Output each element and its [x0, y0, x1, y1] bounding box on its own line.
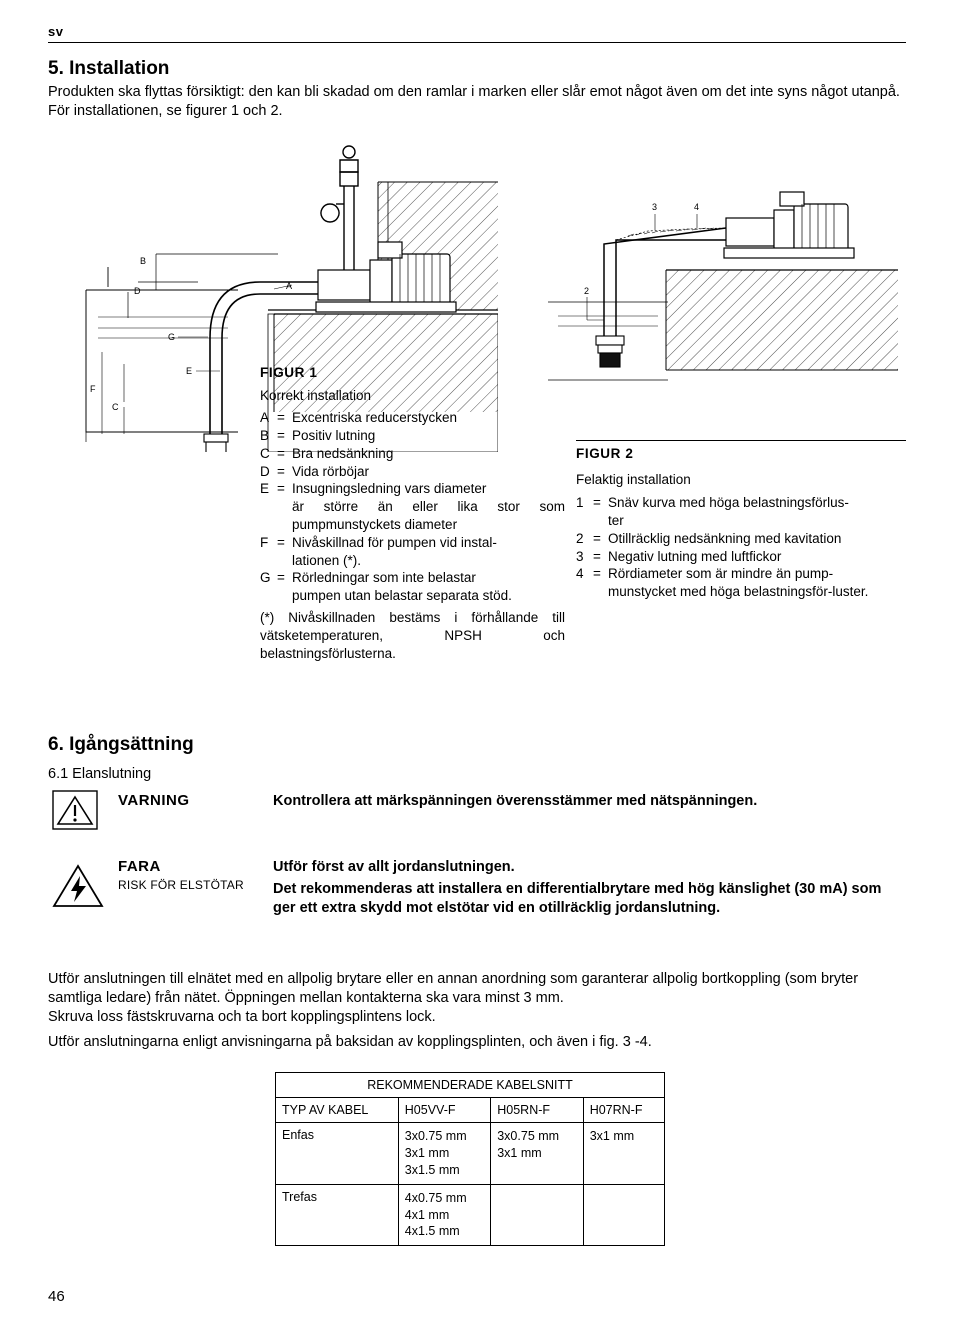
cell-line: 3x1 mm: [589, 1129, 635, 1143]
legend-item: [260, 534, 565, 552]
legend-equals: =: [593, 530, 601, 546]
section-6-paragraph-3: Utför anslutningarna enligt anvisningarna på baksidan av kopplingsplinten, och även i fig. 3 -4.: [48, 1033, 652, 1050]
cell-enfas-h07rnf: [583, 1123, 664, 1185]
figure-1-label-B: B: [140, 256, 147, 266]
legend-item: [260, 409, 565, 427]
danger-block: [48, 858, 908, 954]
legend-equals: =: [593, 548, 601, 564]
legend-item: [576, 494, 906, 512]
cell-trefas-h05vvf: [398, 1184, 490, 1246]
page-number: 46: [48, 1288, 65, 1305]
warning-label: VARNING: [118, 792, 190, 809]
legend-key: F: [260, 534, 269, 550]
table-col1-header: H05VV-F: [398, 1098, 490, 1123]
section-5-paragraph-1: Produkten ska flyttas försiktigt: den kan bli skadad om den ramlar i marken eller slår emot något även om det inte syns något utanpå.: [48, 84, 900, 100]
legend-key: E: [260, 481, 270, 497]
row-label-single-phase: Enfas: [276, 1123, 399, 1185]
section-startup: [48, 734, 908, 1051]
figure-1-label-E: E: [186, 366, 193, 376]
cell-line: 3x1.5 mm: [404, 1162, 460, 1177]
row-label-three-phase: Trefas: [276, 1184, 399, 1246]
figure-1-label-C: C: [112, 402, 119, 412]
figure-2-title: FIGUR 2: [576, 446, 634, 461]
danger-text-line-1: Utför först av allt jordanslutningen.: [273, 859, 515, 875]
figure-2-drawing: [548, 184, 898, 434]
legend-key: 1: [576, 495, 584, 511]
legend-item: [576, 530, 906, 548]
legend-key: B: [260, 427, 270, 443]
section-6-paragraph-1: Utför anslutningen till elnätet med en allpolig brytare eller en annan anordning som garanterar allpolig bortkoppling (som bryter samtliga ledare) från nätet. Öppningen mellan kontakterna ska vara minst 3 mm.: [48, 971, 859, 1006]
cell-line: 4x1 mm: [404, 1207, 450, 1222]
legend-text: Snäv kurva med höga belastningsförlus-: [608, 495, 849, 511]
figure-2-label-2: 2: [584, 286, 590, 296]
legend-key: C: [260, 445, 270, 461]
page-header: [48, 24, 906, 43]
legend-text: Rördiameter som är mindre än pump-: [608, 566, 834, 582]
cable-cross-section-table: [275, 1072, 665, 1246]
cell-line: 4x0.75 mm: [404, 1190, 467, 1205]
table-row: [276, 1123, 665, 1185]
legend-key: 2: [576, 530, 584, 546]
legend-continuation: ter: [608, 512, 624, 528]
legend-text: Bra nedsänkning: [292, 445, 394, 461]
language-code: sv: [48, 24, 64, 39]
legend-equals: =: [277, 427, 285, 443]
legend-text: Insugningsledning vars diameter: [292, 481, 487, 497]
table-row: [276, 1184, 665, 1246]
section-6-paragraph-2: Skruva loss fästskruvarna och ta bort kopplingsplintens lock.: [48, 1008, 436, 1025]
figure-2-caption-block: [576, 440, 906, 601]
legend-item: [260, 463, 565, 481]
figure-1-caption-block: [260, 364, 565, 662]
legend-equals: =: [593, 495, 601, 511]
legend-equals: =: [277, 410, 285, 426]
cell-enfas-h05rnf: [491, 1123, 583, 1185]
legend-item: [260, 569, 565, 587]
section-5-paragraph-2: För installationen, se figurer 1 och 2.: [48, 102, 283, 119]
cell-line: 3x1 mm: [497, 1145, 542, 1160]
table-row-title: [276, 1073, 665, 1098]
legend-equals: =: [593, 566, 601, 582]
figure-1-note: (*) Nivåskillnaden bestäms i förhållande till vätsketemperaturen, NPSH och belastningsförlusterna.: [260, 610, 565, 661]
figure-1-label-F: F: [90, 384, 96, 394]
legend-item: [260, 480, 565, 498]
danger-sublabel: RISK FÖR ELSTÖTAR: [118, 878, 244, 892]
legend-equals: =: [277, 481, 285, 497]
legend-text: Otillräcklig nedsänkning med kavitation: [608, 530, 842, 546]
table-row-header: [276, 1098, 665, 1123]
legend-equals: =: [277, 534, 285, 550]
figure-1-label-D: D: [134, 286, 141, 296]
table-col2-header: H05RN-F: [491, 1098, 583, 1123]
cell-trefas-h07rnf: [583, 1184, 664, 1246]
table-title: REKOMMENDERADE KABELSNITT: [276, 1073, 665, 1098]
figure-1-subtitle: Korrekt installation: [260, 387, 372, 403]
cell-enfas-h05vvf: [398, 1123, 490, 1185]
figure-2-subtitle: Felaktig installation: [576, 471, 691, 487]
legend-text: Rörledningar som inte belastar: [292, 570, 476, 586]
warning-text: Kontrollera att märkspänningen överensstämmer med nätspänningen.: [273, 793, 758, 809]
legend-text: Vida rörböjar: [292, 463, 370, 479]
legend-key: G: [260, 570, 271, 586]
cable-table-wrapper: [275, 1072, 665, 1246]
legend-item: [260, 445, 565, 463]
figure-2-label-3: 3: [652, 202, 658, 212]
figure-1-label-A: A: [286, 281, 293, 291]
legend-item: [260, 427, 565, 445]
legend-continuation: munstycket med höga belastningsför-luster.: [608, 584, 869, 600]
legend-continuation: pumpen utan belastar separata stöd.: [292, 588, 512, 604]
legend-equals: =: [277, 570, 285, 586]
figure-1-label-G: G: [168, 332, 176, 342]
cell-line: 3x0.75 mm: [404, 1129, 467, 1143]
legend-equals: =: [277, 445, 285, 461]
legend-continuation: lationen (*).: [292, 552, 362, 568]
figure-1-title: FIGUR 1: [260, 365, 318, 380]
figure-2-label-4: 4: [694, 202, 700, 212]
cell-trefas-h05rnf: [491, 1184, 583, 1246]
cell-line: 3x1 mm: [404, 1145, 450, 1160]
legend-text: Positiv lutning: [292, 427, 376, 443]
section-6-1-title: 6.1 Elanslutning: [48, 766, 152, 782]
section-6-title: 6. Igångsättning: [48, 734, 194, 755]
danger-text-line-2: Det rekommenderas att installera en differentialbrytare med hög känslighet (30 mA) som ger ett extra skydd mot elstötar vid en otillräcklig jordanslutning.: [273, 881, 882, 916]
legend-key: A: [260, 410, 270, 426]
legend-key: D: [260, 463, 270, 479]
cell-line: 4x1.5 mm: [404, 1224, 460, 1239]
legend-equals: =: [277, 463, 285, 479]
figure-2-legend: [576, 494, 906, 601]
legend-item: [576, 565, 906, 583]
legend-text: Excentriska reducerstycken: [292, 410, 458, 426]
legend-key: 3: [576, 548, 584, 564]
cell-line: 3x0.75 mm: [497, 1129, 560, 1143]
legend-text: Nivåskillnad för pumpen vid instal-: [292, 534, 497, 550]
figures-area: [48, 142, 908, 702]
legend-key: 4: [576, 566, 584, 582]
legend-item: [576, 548, 906, 566]
section-installation: [48, 58, 908, 120]
warning-triangle-icon: [52, 790, 98, 830]
legend-text: Negativ lutning med luftfickor: [608, 548, 782, 564]
legend-continuation: är större än eller lika stor som pumpmunstyckets diameter: [292, 499, 565, 532]
figure-1-legend: [260, 409, 565, 605]
table-col3-header: H07RN-F: [583, 1098, 664, 1123]
electric-shock-icon: [52, 864, 104, 908]
warning-block: [48, 790, 908, 846]
section-5-title: 5. Installation: [48, 58, 170, 79]
table-col0-header: TYP AV KABEL: [276, 1098, 399, 1123]
header-rule: [48, 42, 906, 43]
figure-2-divider: [576, 440, 906, 441]
danger-label: FARA: [118, 858, 161, 875]
